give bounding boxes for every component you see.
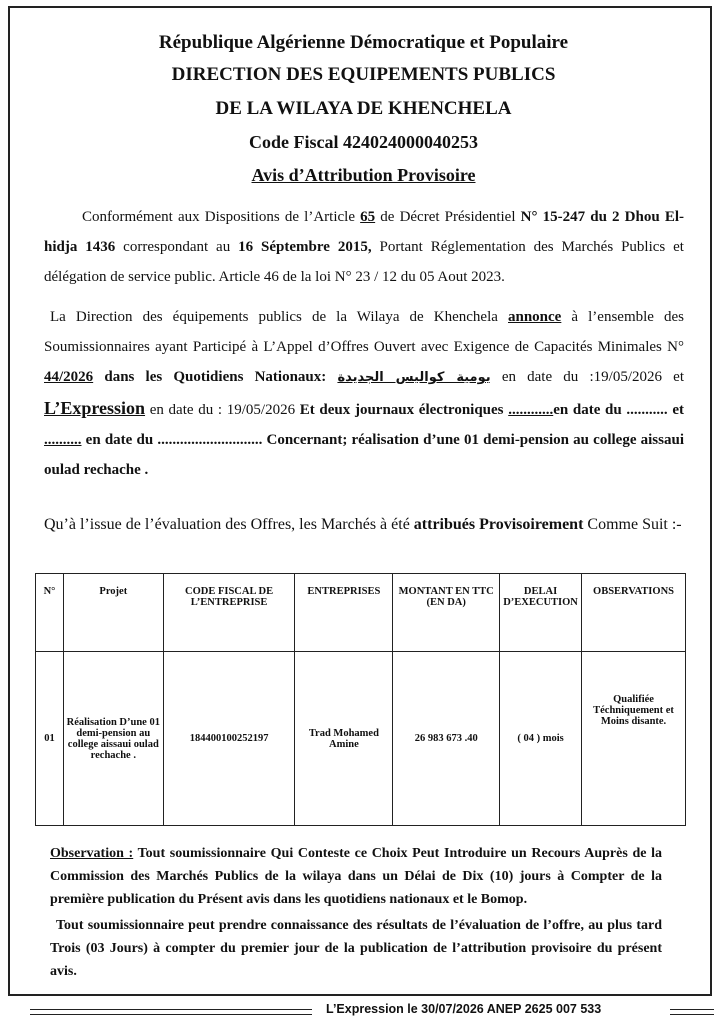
cell-observations: Qualifiée Téchniquement et Moins disante. (582, 652, 686, 826)
col-header-entreprises: ENTREPRISES (295, 574, 393, 652)
tender-number: 44/2026 (44, 369, 94, 385)
attribution-table (35, 573, 686, 826)
article-number: 65 (360, 209, 376, 225)
result-bold: attribués Provisoirement (413, 516, 584, 533)
cell-code-fiscal: 184400100252197 (163, 652, 295, 826)
header-republic: République Algérienne Démocratique et Populaire (158, 32, 569, 53)
header-direction: DIRECTION DES EQUIPEMENTS PUBLICS (171, 64, 556, 85)
cell-montant: 26 983 673 .40 (393, 652, 500, 826)
table-header-row (36, 574, 686, 652)
observation-label: Observation : (50, 846, 134, 861)
footer (0, 1000, 727, 1020)
col-header-num: N° (36, 574, 64, 652)
lexpression-newspaper: L’Expression (44, 398, 146, 418)
col-header-delai: DELAI D’EXECUTION (500, 574, 582, 652)
header-code-fiscal: Code Fiscal 424024000040253 (249, 132, 478, 152)
paragraph-result: Qu’à l’issue de l’évaluation des Offres, les Marchés à été attribués Provisoirement Comme Suit :- (44, 516, 682, 533)
cell-delai: ( 04 ) mois (500, 652, 582, 826)
arabic-newspaper-name: يومية كواليس الجديدة (337, 370, 491, 385)
header-wilaya: DE LA WILAYA DE KHENCHELA (215, 98, 512, 119)
footer-rule-left (30, 1009, 312, 1015)
footer-text: L’Expression le 30/07/2026 ANEP 2625 007 533 (326, 1002, 602, 1016)
decree-date: 16 Séptembre 2015, (238, 239, 372, 255)
cell-num: 01 (36, 652, 64, 826)
cell-projet: Réalisation D’une 01 demi-pension au college aissaui oulad rechache . (63, 652, 163, 826)
observation-paragraph: Observation : Tout soumissionnaire Qui Conteste ce Choix Peut Introduire un Recours Auprès de la Commission des Marchés Publics de la wilaya dans un Délai de Dix (10) jours à Compter de la première publication du Présent avis dans les quotidiens nationaux et le Bomop. (50, 846, 662, 907)
col-header-montant: MONTANT EN TTC (EN DA) (393, 574, 500, 652)
col-header-code-fiscal: CODE FISCAL DE L’ENTREPRISE (163, 574, 295, 652)
cell-entreprise: Trad Mohamed Amine (295, 652, 393, 826)
footer-rule-right (670, 1009, 714, 1015)
table-row (36, 652, 686, 826)
announce-word: annonce (508, 309, 562, 325)
paragraph-announcement: La Direction des équipements publics de la Wilaya de Khenchela annonce à l’ensemble des Soumissionnaires ayant Participé à L’Appel d’Offres Ouvert avec Exigence de Capacités Minimales N° 44/2026 dans les Quotidiens Nationaux: يومية كواليس الجديدة en date du :19/05/2026 et L’Expression en date du : 19/05/2026 Et deux journaux électroniques ............en date du ........... et .......... en date du ............................ Concernant; réalisation d’une 01 demi-pension au college aissaui oulad rechache . (44, 309, 685, 478)
col-header-observations: OBSERVATIONS (582, 574, 686, 652)
avis-title: Avis d’Attribution Provisoire (251, 165, 476, 185)
consultation-paragraph: Tout soumissionnaire peut prendre connaissance des résultats de l’évaluation de l’offre, au plus tard Trois (03 Jours) à compter du premier jour de la publication de l’attribution provisoire du présent avis. (50, 918, 662, 979)
decree-reference: N° 15-247 du 2 Dhou El-hidja 1436 (44, 209, 684, 255)
paragraph-legal-basis: Conformément aux Dispositions de l’Article 65 de Décret Présidentiel N° 15-247 du 2 Dhou El-hidja 1436 correspondant au 16 Séptembre 2015, Portant Réglementation des Marchés Publics et délégation de service public. Article 46 de la loi N° 23 / 12 du 05 Aout 2023. (44, 209, 684, 285)
col-header-projet: Projet (63, 574, 163, 652)
